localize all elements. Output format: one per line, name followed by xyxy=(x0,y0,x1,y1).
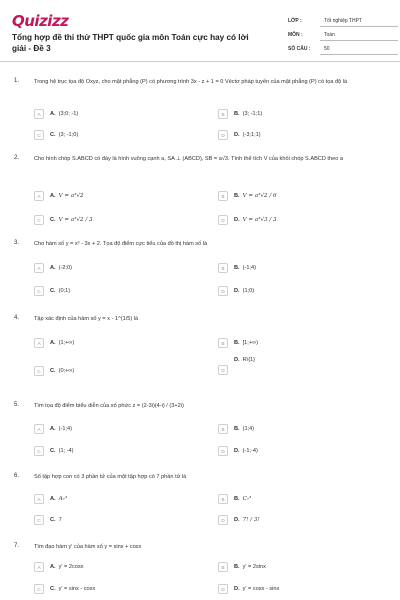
option-badge: A xyxy=(34,494,44,504)
question-number: 6. xyxy=(14,473,20,479)
option-badge: A xyxy=(34,109,44,119)
question-7 xyxy=(12,543,392,599)
option-text: (0;1) xyxy=(58,288,71,294)
option-letter: C. xyxy=(50,288,56,294)
option-letter: B. xyxy=(234,340,240,346)
option-letter: D. xyxy=(234,357,240,363)
option-letter: A. xyxy=(50,193,56,199)
option-d[interactable] xyxy=(218,285,254,297)
option-c[interactable] xyxy=(34,129,78,141)
option-a[interactable] xyxy=(34,423,72,435)
option-letter: A. xyxy=(50,340,56,346)
option-letter: B. xyxy=(234,496,240,502)
option-letter: D. xyxy=(234,517,240,523)
option-badge: D xyxy=(218,446,228,456)
question-2 xyxy=(12,155,392,235)
question-text: Tập xác định của hàm số y = x - 1^(1/5) là xyxy=(34,316,139,322)
question-3 xyxy=(12,240,392,300)
question-1 xyxy=(12,78,392,138)
option-badge: B xyxy=(218,424,228,434)
option-badge: D xyxy=(218,286,228,296)
option-a[interactable] xyxy=(34,190,84,202)
option-letter: B. xyxy=(234,193,240,199)
option-letter: C. xyxy=(50,132,56,138)
option-badge: A xyxy=(34,191,44,201)
option-letter: D. xyxy=(234,448,240,454)
worksheet-title: Tổng hợp đề thi thử THPT quốc gia môn Toán cực hay có lời giải - Đề 3 xyxy=(12,33,249,53)
option-letter: C. xyxy=(50,368,56,374)
option-letter: B. xyxy=(234,564,240,570)
option-badge: B xyxy=(218,263,228,273)
option-badge: B xyxy=(218,109,228,119)
worksheet-header xyxy=(12,10,388,66)
meta-row-count xyxy=(288,42,398,56)
option-badge: B xyxy=(218,494,228,504)
question-6 xyxy=(12,473,392,533)
question-number: 1. xyxy=(14,78,20,84)
option-text: (0;+∞) xyxy=(58,368,75,374)
option-badge: D xyxy=(218,365,228,375)
option-d[interactable] xyxy=(218,357,255,377)
meta-label: SỐ CÂU : xyxy=(288,46,311,52)
option-badge: D xyxy=(218,130,228,140)
option-letter: D. xyxy=(234,217,240,223)
option-badge: C xyxy=(34,130,44,140)
option-badge: B xyxy=(218,191,228,201)
meta-row-subject xyxy=(288,28,398,42)
option-b[interactable] xyxy=(218,423,254,435)
option-letter: D. xyxy=(234,288,240,294)
option-letter: C. xyxy=(50,586,56,592)
option-text: V = a³√2 / 3 xyxy=(58,217,93,223)
option-text: 7! / 3! xyxy=(242,517,260,523)
option-letter: A. xyxy=(50,426,56,432)
option-badge: A xyxy=(34,424,44,434)
meta-value: Tốt nghiệp THPT xyxy=(320,16,398,27)
option-badge: C xyxy=(34,286,44,296)
option-letter: A. xyxy=(50,111,56,117)
option-text: [1;+∞) xyxy=(242,340,258,346)
question-text: Trong hệ trục tọa độ Oxyz, cho mặt phẳng (P) có phương trình 3x - z + 1 = 0 Véctơ pháp tuyến của mặt phẳng (P) có tọa độ là xyxy=(34,79,348,85)
option-letter: C. xyxy=(50,448,56,454)
option-text: y' = cosx - sinx xyxy=(242,586,280,592)
quizizz-logo: Quizizz xyxy=(12,12,69,30)
option-text: (1;4) xyxy=(242,426,255,432)
option-letter: B. xyxy=(234,265,240,271)
option-c[interactable] xyxy=(34,445,74,457)
option-text: A₇³ xyxy=(58,496,68,502)
worksheet-meta xyxy=(288,14,398,56)
option-a[interactable] xyxy=(34,262,72,274)
option-badge: C xyxy=(34,215,44,225)
option-b[interactable] xyxy=(218,190,277,202)
option-d[interactable] xyxy=(218,445,258,457)
meta-label: MÔN : xyxy=(288,32,303,38)
option-b[interactable] xyxy=(218,262,256,274)
question-number: 3. xyxy=(14,240,20,246)
option-a[interactable] xyxy=(34,337,74,349)
option-letter: C. xyxy=(50,217,56,223)
question-number: 4. xyxy=(14,315,20,321)
meta-label: LỚP : xyxy=(288,18,302,24)
option-badge: D xyxy=(218,515,228,525)
question-number: 7. xyxy=(14,543,20,549)
question-text: Cho hình chóp S.ABCD có đáy là hình vuông cạnh a, SA ⊥ (ABCD), SB = a√3. Tính thể tích V của khối chóp S.ABCD theo a xyxy=(34,156,343,162)
option-c[interactable] xyxy=(34,514,62,526)
option-badge: C xyxy=(34,515,44,525)
meta-row-class xyxy=(288,14,398,28)
option-b[interactable] xyxy=(218,561,266,573)
option-letter: B. xyxy=(234,111,240,117)
option-c[interactable] xyxy=(34,365,74,377)
option-letter: D. xyxy=(234,586,240,592)
option-text: (-1;-4) xyxy=(242,448,258,454)
option-text: (3; -1;0) xyxy=(58,132,79,138)
question-text: Số tập hợp con có 3 phần tử của một tập hợp có 7 phần tử là xyxy=(34,474,187,480)
option-badge: A xyxy=(34,562,44,572)
option-badge: B xyxy=(218,338,228,348)
option-text: (1;0) xyxy=(242,288,255,294)
question-text: Tìm đạo hàm y' của hàm số y = sinx + cosx xyxy=(34,544,142,550)
meta-value: Toán xyxy=(320,30,398,41)
option-b[interactable] xyxy=(218,337,258,349)
option-badge: B xyxy=(218,562,228,572)
option-text: (3;0; -1) xyxy=(58,111,79,117)
option-text: (1; -4) xyxy=(58,448,74,454)
question-number: 2. xyxy=(14,155,20,161)
question-number: 5. xyxy=(14,402,20,408)
option-a[interactable] xyxy=(34,493,67,505)
header-divider xyxy=(0,61,400,62)
option-text: (-2;0) xyxy=(58,265,72,271)
option-text: V = a³√2 / 6 xyxy=(242,193,277,199)
question-5 xyxy=(12,402,392,462)
option-badge: D xyxy=(218,584,228,594)
option-letter: A. xyxy=(50,564,56,570)
option-text: (-1;4) xyxy=(242,265,256,271)
option-text: V = a³√3 / 3 xyxy=(242,217,277,223)
option-c[interactable] xyxy=(34,583,95,595)
option-text: y' = sinx - cosx xyxy=(58,586,96,592)
option-d[interactable] xyxy=(218,129,261,141)
option-badge: C xyxy=(34,446,44,456)
meta-value: 50 xyxy=(320,44,398,55)
option-c[interactable] xyxy=(34,285,70,297)
question-4 xyxy=(12,315,392,385)
option-text: (-1;4) xyxy=(58,426,72,432)
option-badge: A xyxy=(34,338,44,348)
option-letter: A. xyxy=(50,496,56,502)
option-b[interactable] xyxy=(218,108,262,120)
question-text: Tìm tọa độ điểm biểu diễn của số phức z = (2-3i)(4-i) / (3+2i) xyxy=(34,403,184,409)
option-badge: A xyxy=(34,263,44,273)
option-text: (3; -1;1) xyxy=(242,111,263,117)
option-text: y' = 2sinx xyxy=(242,564,266,570)
option-badge: C xyxy=(34,366,44,376)
option-text: (-3;1;1) xyxy=(242,132,261,138)
option-letter: D. xyxy=(234,132,240,138)
option-text: V = a³√2 xyxy=(58,193,84,199)
option-text: C₇³ xyxy=(242,496,252,502)
option-a[interactable] xyxy=(34,108,78,120)
option-badge: C xyxy=(34,584,44,594)
option-text: (1;+∞) xyxy=(58,340,75,346)
option-text: R\{1} xyxy=(242,357,256,363)
option-letter: C. xyxy=(50,517,56,523)
option-b[interactable] xyxy=(218,493,251,505)
option-letter: A. xyxy=(50,265,56,271)
option-d[interactable] xyxy=(218,514,260,526)
option-text: y' = 2cosx xyxy=(58,564,84,570)
option-a[interactable] xyxy=(34,561,83,573)
question-text: Cho hàm số y = x³ - 3x + 2. Tọa độ điểm cực tiểu của đồ thị hàm số là xyxy=(34,241,208,247)
option-d[interactable] xyxy=(218,214,277,226)
option-badge: D xyxy=(218,215,228,225)
option-d[interactable] xyxy=(218,583,279,595)
option-c[interactable] xyxy=(34,214,93,226)
option-text: 7 xyxy=(58,517,62,523)
option-letter: B. xyxy=(234,426,240,432)
